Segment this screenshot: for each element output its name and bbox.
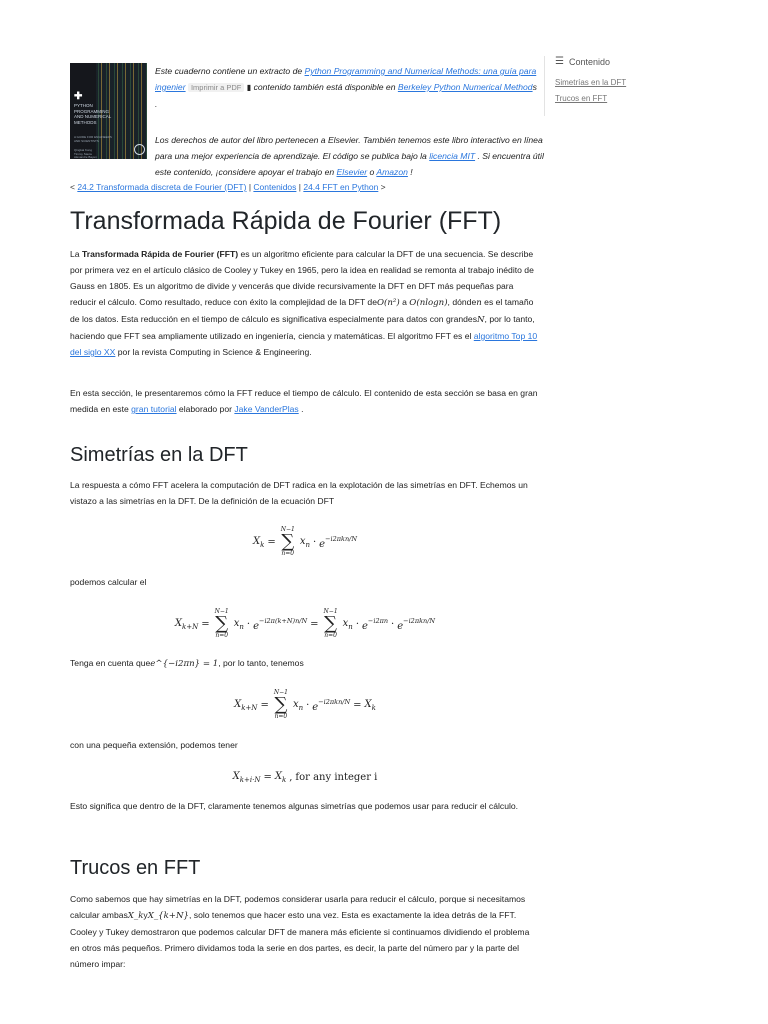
section-heading-trucos: Trucos en FFT: [70, 857, 201, 879]
berkeley-link[interactable]: Berkeley Python Numerical Method: [397, 82, 533, 92]
list-icon: ☰: [555, 56, 564, 67]
math-inline: O(nlogn): [409, 298, 448, 308]
contents-link[interactable]: Contenidos: [253, 182, 297, 192]
toc-header: [555, 56, 665, 67]
section-intro-paragraph: En esta sección, le presentaremos cómo la FFT reduce el tiempo de cálculo. El contenido de esta sección se basa en gran medida en este gran tutorial elaborado por Jake VanderPlas .: [70, 388, 538, 414]
dft-equation: $X_k$ = N−1 ∑ n=0 $x_n$ · $e^{-i2\pi kn/N}$: [252, 526, 358, 557]
section-heading-simetrias: Simetrías en la DFT: [70, 444, 248, 466]
top10-algorithm-link[interactable]: algoritmo Top 10 del siglo XX: [70, 331, 538, 357]
book-cover-image: [70, 63, 147, 159]
cover-title: PYTHON PROGRAMMING AND NUMERICAL METHODS: [74, 103, 112, 125]
mit-license-link[interactable]: licencia MIT: [429, 151, 476, 161]
math-inline: X_{k+N}: [147, 911, 189, 921]
next-page-link[interactable]: 24.4 FFT en Python: [303, 182, 379, 192]
math-inline: N: [477, 315, 485, 325]
vanderplas-link[interactable]: Jake VanderPlas: [234, 404, 299, 414]
toc-item-simetrias[interactable]: Simetrías en la DFT: [555, 78, 627, 87]
intro-paragraph-1: Este cuaderno contiene un extracto de Python Programming and Numerical Methods: una guía para ingenier Imprimir a PDF ▮ contenido también está disponible en Berkeley Python Numerical Methods .: [155, 66, 537, 109]
math-inline: X_k: [127, 911, 144, 921]
intro-fft-paragraph: La Transformada Rápida de Fourier (FFT) es un algoritmo eficiente para calcular la DFT de una secuencia. Se describe por primera vez en el artículo clásico de Cooley y Tukey en 1965, pero la idea en realidad se remonta al trabajo inédito de Gauss en 1805. Es un algoritmo de divide y vencerás que divide recursivamente la DFT en DFT más pequeñas para reducir el cálculo. Como resultado, reduce con éxito la complejidad de la DFT deO(n²) a O(nlogn), dónden es el tamaño de los datos. Esta reducción en el tiempo de cálculo es significativa especialmente para datos con grandesN, por lo tanto, haciendo que FFT sea ampliamente utilizado en ingeniería, ciencia y matemáticas. El algoritmo FFT es el algoritmo Top 10 del siglo XX por la revista Computing in Science & Engineering.: [70, 249, 538, 357]
table-of-contents: [544, 56, 665, 116]
print-pdf-tooltip: Imprimir a PDF: [188, 83, 244, 92]
breadcrumb: < 24.2 Transformada discreta de Fourier (DFT) | Contenidos | 24.4 FFT en Python >: [70, 182, 386, 192]
toc-title: Contenido: [568, 56, 611, 67]
plus-icon: ✚: [74, 91, 83, 102]
intro-paragraph-2: Los derechos de autor del libro pertenecen a Elsevier. También tenemos este libro interactivo en línea para una mejor experiencia de aprendizaje. El código se publica bajo la licencia MIT . Si encuentra útil este contenido, ¡considere apoyar el trabajo en Elsevier o Amazon !: [155, 135, 544, 177]
compute-paragraph: podemos calcular el: [70, 577, 147, 587]
amazon-link[interactable]: Amazon: [376, 167, 408, 177]
general-symmetry-equation: $X_{k+i\cdot N}$ = $X_k$ , for any integer i: [232, 771, 378, 784]
symmetry-conclusion-paragraph: Esto significa que dentro de la DFT, claramente tenemos algunas simetrías que podemos usar para reducir el cálculo.: [70, 801, 519, 811]
math-inline: e^{−i2πn} = 1: [150, 659, 219, 669]
periodicity-equation: $X_{k+N}$ = N−1 ∑ n=0 $x_n$ · $e^{-i2\pi kn/N}$ = $X_k$: [234, 689, 376, 720]
symmetry-equation: $X_{k+N}$ = N−1 ∑ n=0 $x_n$ · $e^{-i2\pi(k+N)n/N}$ = N−1 ∑ n=0 $x_n$ · $e^{-i2\pi n}$ · $e^{-i2\pi kn/N}$: [174, 608, 436, 639]
extension-paragraph: con una pequeña extensión, podemos tener: [70, 740, 238, 750]
prev-page-link[interactable]: 24.2 Transformada discreta de Fourier (DFT): [77, 182, 247, 192]
book-link[interactable]: Python Programming and Numerical Methods: una guía para: [304, 66, 537, 76]
cover-authors: Qingkai Kong Timmy Siauw Alexandre Bayen: [74, 148, 97, 159]
page-title: Transformada Rápida de Fourier (FFT): [70, 207, 502, 235]
cover-subtitle: A GUIDE FOR ENGINEERS AND SCIENTISTS: [74, 135, 112, 143]
publisher-logo-icon: [134, 144, 145, 155]
book-intro: [155, 63, 547, 180]
toc-item-trucos[interactable]: Trucos en FFT: [555, 94, 608, 103]
fft-tricks-paragraph: Como sabemos que hay simetrías en la DFT, podemos considerar usarla para reducir el cálculo, porque si necesitamos calcular ambasX_kyX_{k+N}, solo tenemos que hacer esto una vez. Esta es exactamente la idea detrás de la FFT. Cooley y Tukey demostraron que podemos calcular DFT de manera más eficiente si continuamos dividiendo el problema en otros más pequeños. Primero dividamos toda la serie en dos partes, es decir, la parte del número par y la parte del número impar:: [70, 894, 530, 969]
elsevier-link[interactable]: Elsevier: [336, 167, 368, 177]
tutorial-link[interactable]: gran tutorial: [131, 404, 177, 414]
math-inline: n: [476, 298, 482, 308]
math-inline: O(n²): [377, 298, 400, 308]
note-paragraph: Tenga en cuenta quee^{−i2πn} = 1, por lo tanto, tenemos: [70, 658, 304, 669]
cursor-icon: ▮: [246, 83, 252, 92]
symmetry-paragraph: La respuesta a cómo FFT acelera la computación de DFT radica en la explotación de las simetrías en DFT. Echemos un vistazo a las simetrías en la DFT. De la definición de la ecuación DFT: [70, 480, 528, 506]
book-link-continued[interactable]: ingenier: [155, 82, 186, 92]
